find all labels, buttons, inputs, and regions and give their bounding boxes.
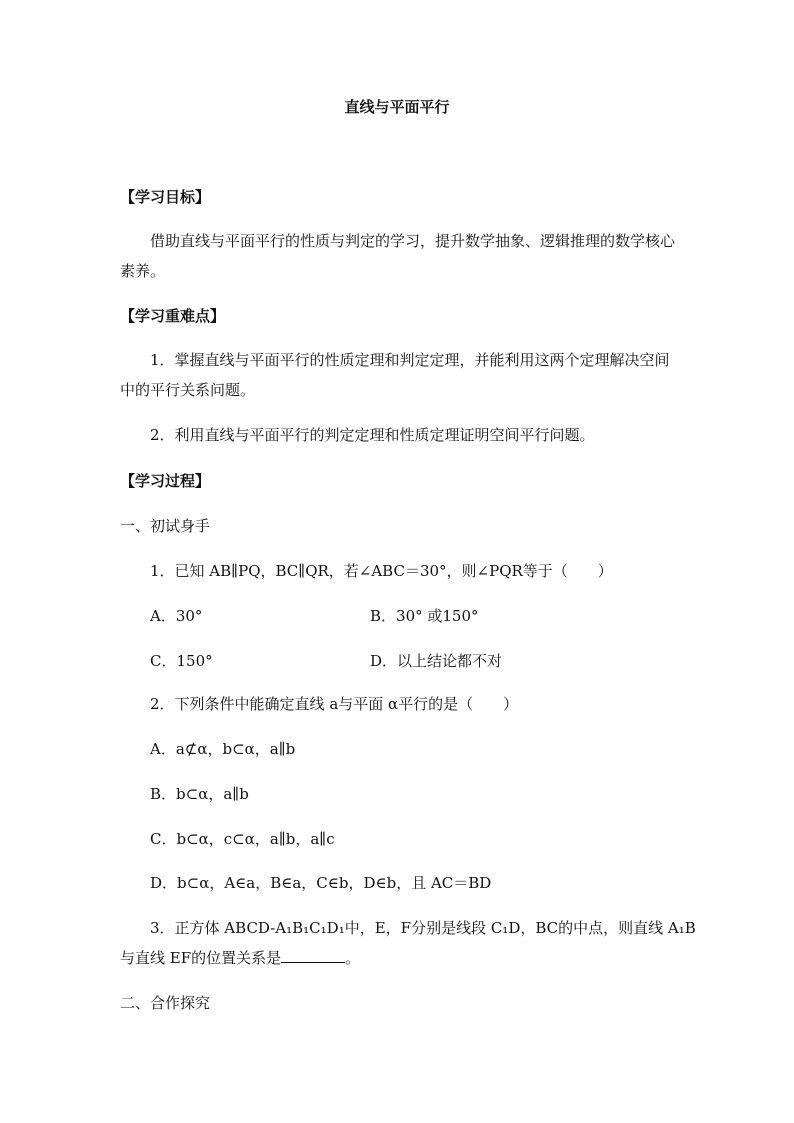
process-heading: 【学习过程】 xyxy=(120,472,211,490)
question-3-period: 。 xyxy=(345,949,361,967)
key-point-1: 1．掌握直线与平面平行的性质定理和判定定理，并能利用这两个定理解决空间中的平行关系问题。 xyxy=(120,351,670,399)
question-2-stem: 2．下列条件中能确定直线 a与平面 α平行的是（ ） xyxy=(150,695,519,713)
question-2-option-d: D．b⊂α，A∈a，B∈a，C∈b，D∈b，且 AC＝BD xyxy=(150,874,492,892)
question-2-option-a: A．a⊄α，b⊂α，a∥b xyxy=(150,740,296,758)
page-title: 直线与平面平行 xyxy=(344,98,450,116)
key-point-2: 2．利用直线与平面平行的判定定理和性质定理证明空间平行问题。 xyxy=(150,426,595,444)
question-1-option-b: B．30° 或150° xyxy=(370,607,479,625)
question-2-option-b: B．b⊂α，a∥b xyxy=(150,785,249,803)
part-2-heading: 二、合作探究 xyxy=(120,994,211,1012)
question-1-stem: 1．已知 AB∥PQ，BC∥QR，若∠ABC＝30°，则∠PQR等于（ ） xyxy=(150,562,613,580)
part-1-heading: 一、初试身手 xyxy=(120,517,211,535)
question-3-text: 与直线 EF的位置关系是 xyxy=(120,949,282,967)
question-1-option-a: A．30° xyxy=(150,607,203,625)
answer-blank xyxy=(281,948,345,963)
question-2-option-c: C．b⊂α，c⊂α，a∥b，a∥c xyxy=(150,830,335,848)
goal-text: 借助直线与平面平行的性质与判定的学习，提升数学抽象、逻辑推理的数学核心素养。 xyxy=(120,232,676,280)
question-1-option-d: D．以上结论都不对 xyxy=(370,652,503,670)
question-3-line-1: 3．正方体 ABCD-A₁B₁C₁D₁中，E，F分别是线段 C₁D，BC的中点，则直线 A₁B xyxy=(150,919,696,937)
key-heading: 【学习重难点】 xyxy=(120,307,226,325)
question-3-line-2 xyxy=(120,947,360,968)
goal-heading: 【学习目标】 xyxy=(120,188,211,206)
question-1-option-c: C．150° xyxy=(150,652,213,670)
